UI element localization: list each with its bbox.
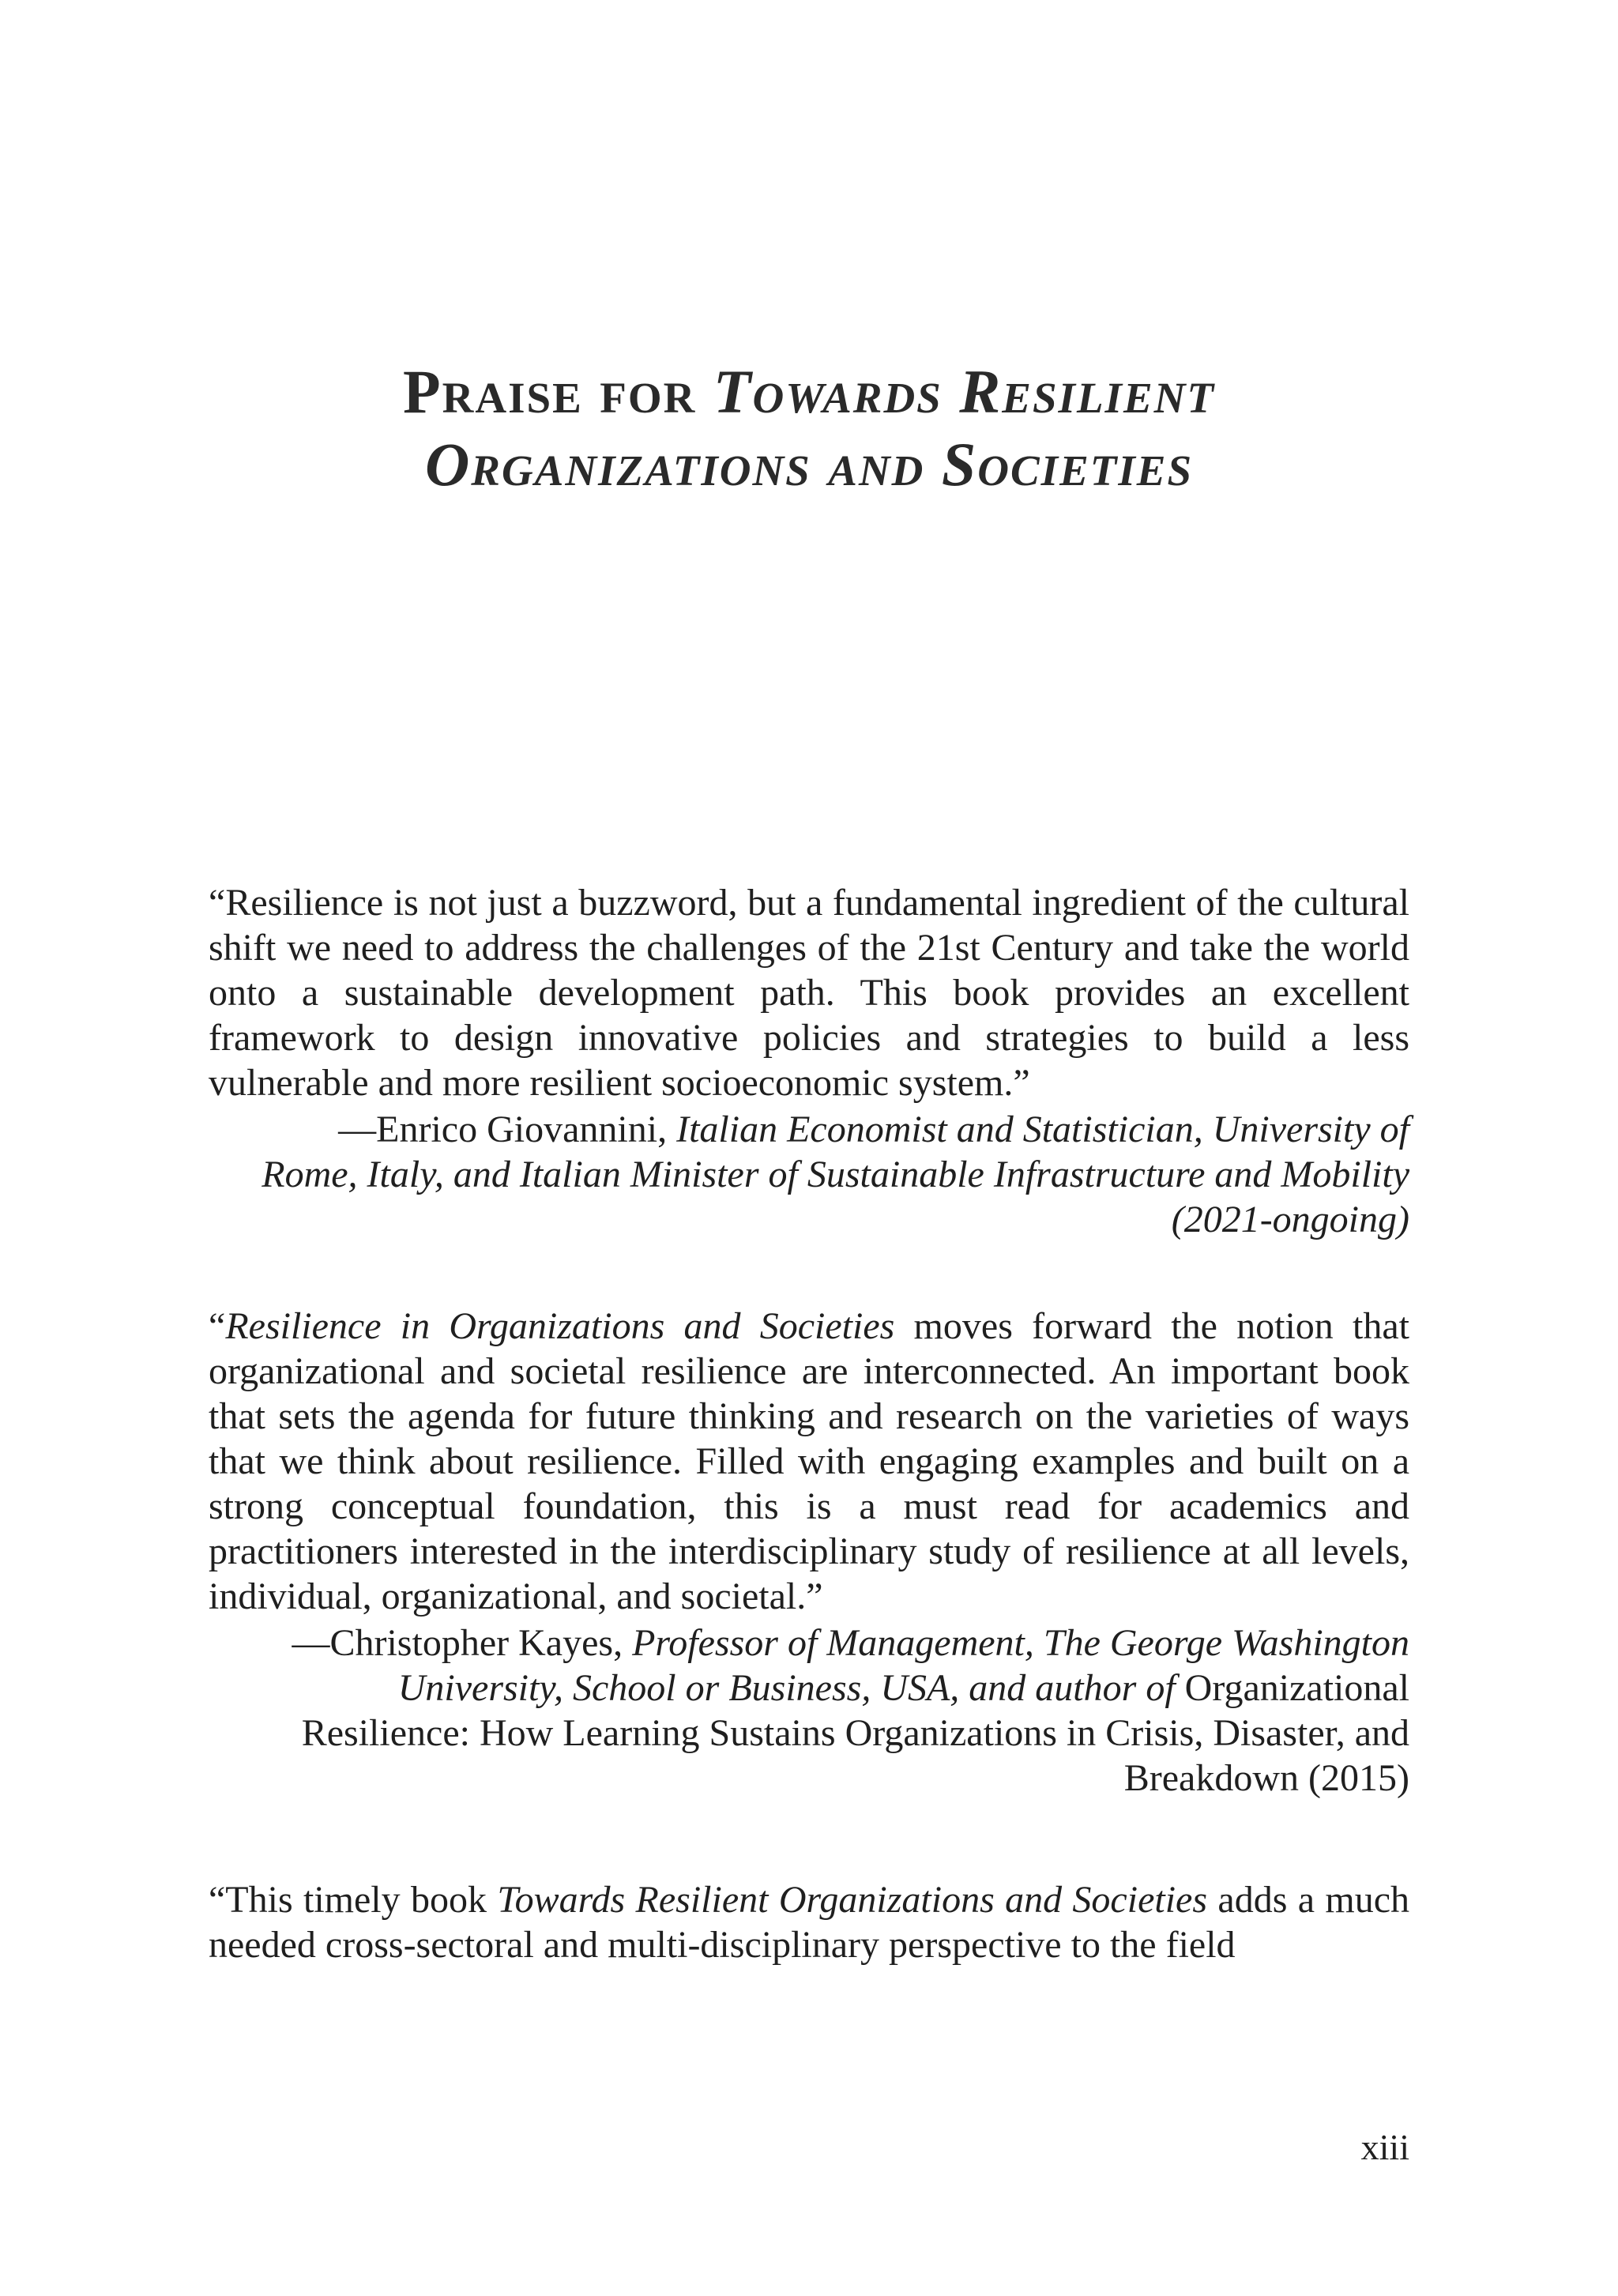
endorsement-1 [209,880,1409,1242]
quote-open-mark: “ [209,1305,226,1347]
quote-text: Resilience is not just a buzzword, but a fundamental ingredient of the cultural shift we need to address the challenges of the 21st Century and take the world onto a sustainable development path. This book provides an excellent framework to design innovative policies and strategies to build a less vulnerable and more resilient socioeconomic system.” [209,882,1409,1104]
endorsement-2 [209,1304,1409,1801]
quote-italic-title: Resilience in Organizations and Societies [225,1305,895,1347]
attribution-book: Organizational Resilience: How Learning Sustains Organizations in Crisis, Disaster, and Breakdown (2015) [301,1667,1409,1799]
attribution-name: —Christopher Kayes, [292,1622,633,1664]
endorsement-attribution [209,1620,1409,1801]
endorsement-quote [209,1304,1409,1619]
page-number: xiii [1360,2127,1409,2167]
attribution-role: Professor of Management, The George Washington University, School or Business, USA, and author of [397,1622,1409,1709]
quote-italic-title: Towards Resilient Organizations and Societies [497,1879,1208,1921]
page-title [209,356,1409,501]
title-italic-part-1: Towards Resilient [713,357,1215,427]
quote-open-mark: “ [209,882,226,924]
quote-text: moves forward the notion that organizational and societal resilience are interconnected. An important book that sets the agenda for future thinking and research on the varieties of ways that we think about resilience. Filled with engaging examples and built on a strong conceptual foundation, this is a must read for academics and practitioners interested in the interdisciplinary study of resilience at all levels, individual, organizational, and societal.” [209,1305,1410,1617]
endorsement-quote [209,880,1409,1105]
endorsement-attribution [209,1107,1409,1242]
title-prefix: Praise for [403,357,713,427]
endorsement-quote [209,1877,1409,1967]
quote-text: adds a much needed cross-sectoral and multi-disciplinary perspective to the field [209,1879,1409,1966]
title-line-2: Organizations and Societies [424,430,1194,499]
title-line-1 [209,356,1409,428]
quote-open-text: “This timely book [209,1879,498,1921]
attribution-name: —Enrico Giovannini, [338,1108,677,1150]
endorsement-3 [209,1877,1409,1967]
attribution-role: Italian Economist and Statistician, University of Rome, Italy, and Italian Minister of Sustainable Infrastructure and Mobility (2021-ongoing) [262,1108,1409,1240]
